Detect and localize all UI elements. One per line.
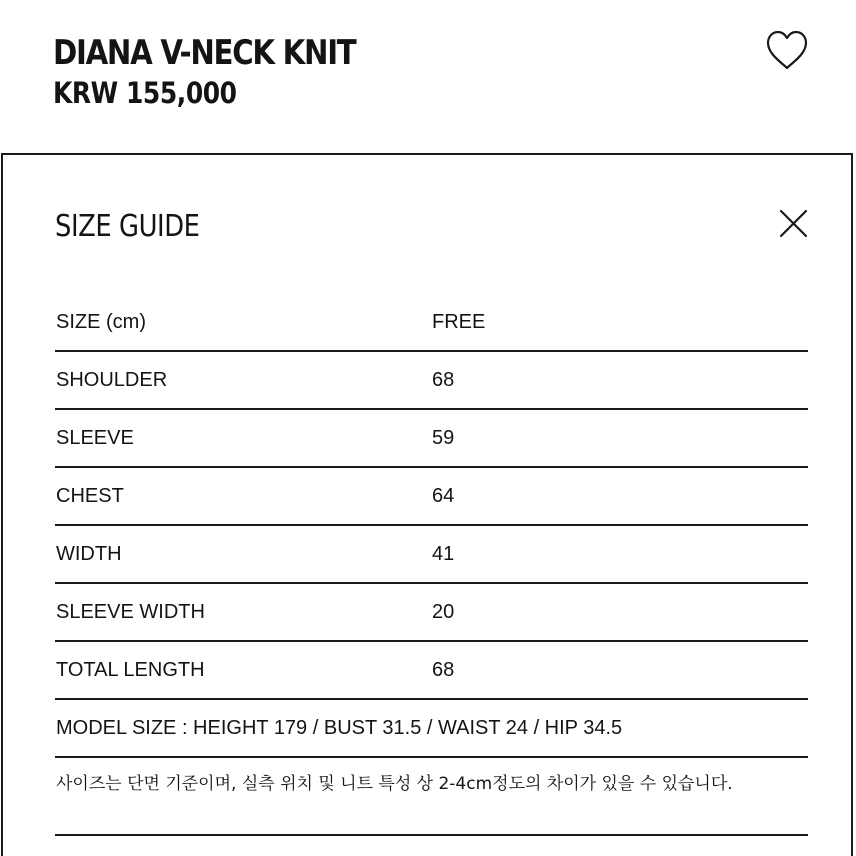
table-row	[55, 584, 808, 642]
model-size-row	[55, 700, 808, 758]
row-label: SLEEVE	[56, 427, 134, 449]
close-icon	[775, 205, 811, 241]
row-value: 68	[432, 659, 455, 681]
product-price: KRW 155,000	[53, 76, 237, 110]
table-row	[55, 410, 808, 468]
row-label: TOTAL LENGTH	[56, 659, 205, 681]
free-column-header: FREE	[432, 311, 486, 333]
row-value: 20	[432, 601, 455, 623]
row-label: WIDTH	[56, 543, 122, 565]
table-row	[55, 468, 808, 526]
row-label: SLEEVE WIDTH	[56, 601, 205, 623]
size-note-text: 사이즈는 단면 기준이며, 실측 위치 및 니트 특성 상 2-4cm정도의 차이가 있을 수 있습니다.	[56, 774, 733, 794]
size-guide-modal	[1, 153, 853, 856]
table-header-row	[55, 294, 808, 352]
size-guide-title: SIZE GUIDE	[55, 209, 200, 244]
model-size-text: MODEL SIZE : HEIGHT 179 / BUST 31.5 / WAIST 24 / HIP 34.5	[56, 717, 623, 739]
row-value: 59	[432, 427, 455, 449]
row-label: CHEST	[56, 485, 124, 507]
size-column-header: SIZE (cm)	[56, 311, 146, 333]
table-row	[55, 352, 808, 410]
close-button[interactable]	[775, 205, 811, 241]
product-name: DIANA V-NECK KNIT	[53, 33, 356, 73]
heart-outline-icon	[764, 28, 810, 74]
row-value: 64	[432, 485, 455, 507]
row-value: 41	[432, 543, 455, 565]
table-row	[55, 642, 808, 700]
size-note-row	[55, 758, 808, 836]
size-table	[55, 294, 808, 836]
table-row	[55, 526, 808, 584]
wishlist-button[interactable]	[764, 28, 810, 74]
product-header	[0, 0, 856, 154]
row-value: 68	[432, 369, 455, 391]
row-label: SHOULDER	[56, 369, 168, 391]
